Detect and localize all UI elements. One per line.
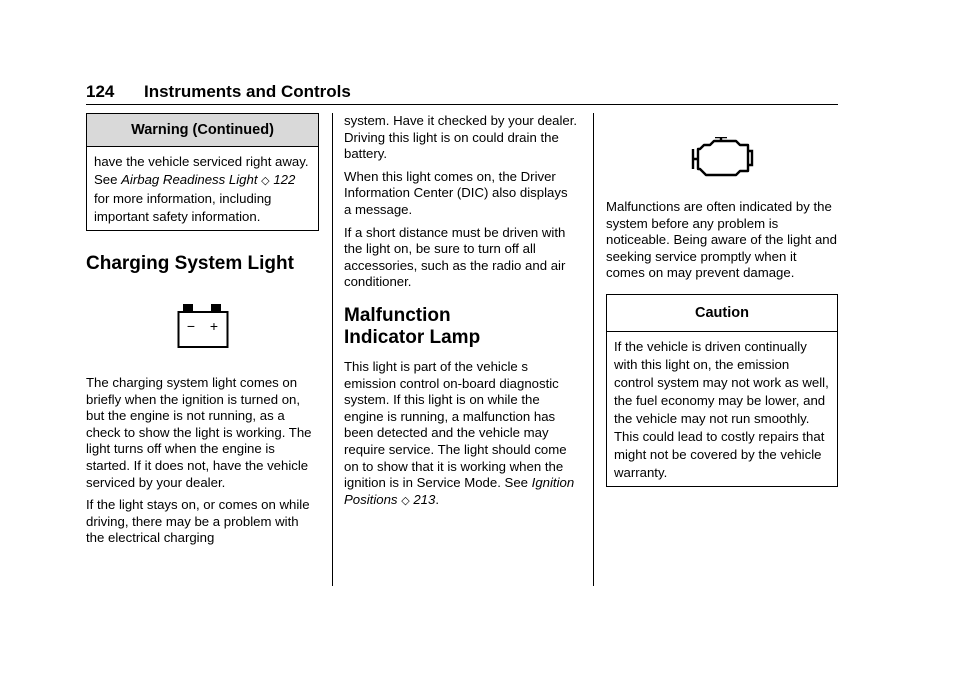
airbag-page-ref[interactable]: 122 (273, 172, 296, 187)
engine-icon (606, 137, 838, 177)
page-number: 124 (86, 82, 115, 101)
charging-para-4: If a short distance must be driven with the light on, be sure to turn off all accessories, such as the radio and air conditioner. (344, 224, 566, 290)
ignition-page-ref[interactable]: 213 (413, 491, 436, 507)
column-divider (593, 113, 594, 586)
section-title: Instruments and Controls (144, 82, 351, 101)
charging-para-1: The charging system light comes on briefly when the ignition is turned on, but the engine is not running, as a check to show the light is working. The light turns off when the engine is started. If it does not, have the vehicle serviced by your dealer. (86, 375, 312, 490)
column-1 (86, 113, 319, 553)
malfunction-heading-line1: Malfunction (344, 304, 451, 326)
warning-box (86, 113, 319, 231)
charging-para-2-cont: system. Have it checked by your dealer. Driving this light is on could drain the battery. (344, 113, 578, 162)
column-3 (606, 113, 838, 487)
caution-title: Caution (607, 295, 837, 332)
caution-body (607, 332, 837, 486)
caution-box (606, 294, 838, 487)
malfunction-para-1 (344, 359, 578, 509)
malfunction-para-1-end: . (435, 491, 440, 507)
malfunction-heading (344, 305, 578, 349)
battery-plus: + (209, 318, 218, 334)
warning-body (87, 147, 318, 230)
battery-icon (86, 303, 319, 349)
warning-text-end: for more information, including important safety information. (94, 191, 272, 224)
ignition-link[interactable]: Ignition Positions (344, 475, 575, 507)
battery-minus: − (186, 318, 195, 334)
malfunction-heading-line2: Indicator Lamp (344, 326, 481, 348)
page-header (86, 80, 838, 105)
malfunction-para-2: Malfunctions are often indicated by the system before any problem is noticeable. Being aware of the light and seeking service promptly when it comes on may prevent damage. (606, 199, 837, 281)
column-2 (344, 113, 578, 515)
warning-text-start: have the vehicle serviced right away. See (94, 154, 309, 187)
malfunction-para-1-text: This light is part of the vehicle s emission control on-board diagnostic system. If this light is on while the engine is running, a malfunction has been detected and the vehicle may require service. The light should come on to show that it is working when the ignition is in Service Mode. See (344, 358, 567, 491)
charging-heading: Charging System Light (86, 253, 294, 274)
page-ref-icon: ◇ (261, 175, 270, 187)
charging-para-2: If the light stays on, or comes on while driving, there may be a problem with the electrical charging (86, 497, 310, 546)
charging-para-3: When this light comes on, the Driver Information Center (DIC) also displays a message. (344, 168, 568, 217)
page-ref-icon: ◇ (401, 494, 410, 507)
column-divider (332, 113, 333, 586)
warning-text (94, 153, 310, 226)
caution-text: If the vehicle is driven continually with this light on, the emission control system may not work as well, the fuel economy may be lower, and the vehicle may not run smoothly. This could lead to costly repairs that might not be covered by the vehicle warranty. (614, 338, 829, 480)
warning-title: Warning (Continued) (87, 114, 318, 147)
airbag-link[interactable]: Airbag Readiness Light (121, 172, 258, 187)
